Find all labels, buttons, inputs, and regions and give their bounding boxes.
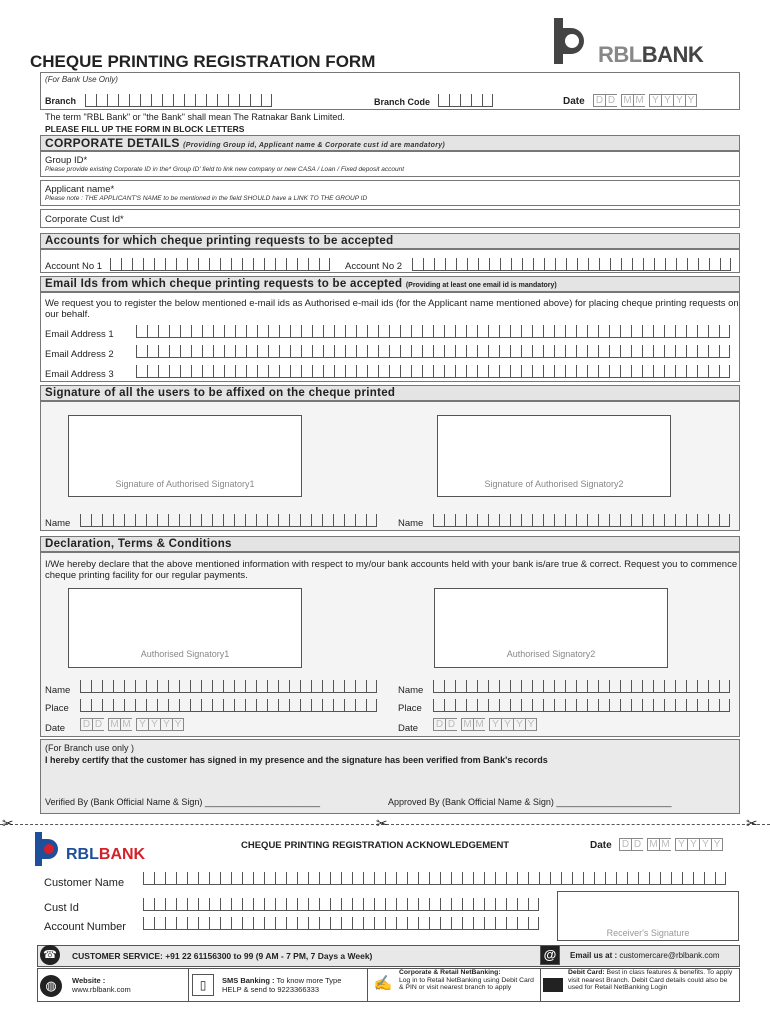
decl-name-1-field[interactable] [80, 680, 377, 693]
page-title: CHEQUE PRINTING REGISTRATION FORM [30, 52, 376, 71]
account-2-label: Account No 2 [345, 261, 403, 272]
decl-name-1-label: Name [45, 685, 71, 696]
decl-place-1-field[interactable] [80, 699, 377, 712]
term-note: The term "RBL Bank" or "the Bank" shall mean The Ratnakar Bank Limited. [45, 112, 345, 122]
account-1-label: Account No 1 [45, 261, 103, 272]
globe-icon: ◍ [40, 975, 62, 997]
account-number-field[interactable] [143, 917, 539, 930]
group-id-row[interactable] [40, 151, 740, 177]
scissors-icon: ✂ [376, 815, 388, 831]
email-3-label: Email Address 3 [45, 369, 114, 380]
ack-date-label: Date [590, 840, 612, 851]
phone-icon: ☎ [40, 945, 60, 965]
cust-id-ack-field[interactable] [143, 898, 539, 911]
email-2-label: Email Address 2 [45, 349, 114, 360]
branch-certify: I hereby certify that the customer has signed in my presence and the signature has been verified from Bank's records [45, 755, 548, 765]
declaration-text: I/We hereby declare that the above mentioned information with respect to my/our bank accounts held with your bank is/are true & correct. Request you to commence cheque printing facility for our regular payments. [45, 559, 738, 581]
sig-name-2-field[interactable] [433, 514, 730, 527]
debit-card-info: Debit Card: Best in class features & benefits. To apply visit nearest Branch. Debit Card details could also be used for Retail NetBanking Login [568, 969, 733, 991]
decl-place-2-label: Place [398, 703, 422, 714]
account-1-field[interactable] [110, 258, 330, 271]
sig-name-1-label: Name [45, 518, 71, 529]
branch-code-field[interactable] [438, 94, 493, 107]
branch-label: Branch [45, 96, 77, 106]
decl-name-2-field[interactable] [433, 680, 730, 693]
account-2-field[interactable] [412, 258, 731, 271]
sig-name-1-field[interactable] [80, 514, 377, 527]
decl-date-2-label: Date [398, 723, 419, 734]
netbanking-info: Corporate & Retail NetBanking: Log in to Retail NetBanking using Debit Card & PIN or visit nearest branch to apply [399, 969, 534, 991]
auth-sign-caption-1: Authorised Signatory1 [140, 649, 230, 659]
block-letters-note: PLEASE FILL UP THE FORM IN BLOCK LETTERS [45, 124, 245, 134]
corporate-heading: CORPORATE DETAILS (Providing Group id, Applicant name & Corporate cust id are mandatory) [40, 135, 740, 151]
decl-date-1-label: Date [45, 723, 66, 734]
customer-name-field[interactable] [143, 872, 726, 885]
applicant-name-row[interactable] [40, 180, 740, 206]
rbl-ack-logo-text: RBLBANK [66, 846, 146, 863]
rbl-ack-logo-mark [34, 832, 64, 866]
decl-date-1-field[interactable]: D D M M Y Y Y Y [80, 718, 184, 731]
date-label: Date [563, 96, 585, 107]
website-link[interactable]: www.rblbank.com [72, 985, 131, 994]
signature-caption-1: Signature of Authorised Signatory1 [115, 479, 255, 489]
rbl-logo-text: RBLBANK [598, 42, 704, 67]
debit-card-icon [543, 978, 563, 992]
branch-use-note: (For Branch use only ) [45, 743, 135, 753]
scissors-icon: ✂ [746, 815, 758, 831]
email-1-field[interactable] [136, 325, 730, 338]
rbl-logo-mark [552, 18, 592, 64]
email-icon: @ [540, 945, 560, 965]
email-1-label: Email Address 1 [45, 329, 114, 340]
customer-name-label: Customer Name [44, 877, 125, 889]
email-info: Email us at : customercare@rblbank.com [570, 951, 720, 960]
declaration-heading: Declaration, Terms & Conditions [40, 536, 740, 552]
email-3-field[interactable] [136, 365, 730, 378]
group-id-label: Group ID* [45, 155, 88, 166]
decl-place-2-field[interactable] [433, 699, 730, 712]
emails-request: We request you to register the below mentioned e-mail ids as Authorised e-mail ids (for the Applicant name mentioned above) for placing cheque printing requests on our behalf. [45, 298, 739, 320]
account-number-label: Account Number [44, 921, 126, 933]
date-field[interactable]: D D M M Y Y Y Y [593, 94, 697, 107]
website-info: Website : www.rblbank.com [72, 976, 131, 994]
group-id-note: Please provide existing Corporate ID in the* Group ID' field to link new company or new CASA / Loan / Fixed deposit account [45, 166, 405, 173]
signature-caption-2: Signature of Authorised Signatory2 [484, 479, 624, 489]
email-link[interactable]: customercare@rblbank.com [619, 951, 720, 960]
bank-use-note: (For Bank Use Only) [45, 75, 118, 84]
decl-date-2-field[interactable]: D D M M Y Y Y Y [433, 718, 537, 731]
ack-date-field[interactable]: D D M M Y Y Y Y [619, 838, 723, 851]
cust-id-ack-label: Cust Id [44, 902, 79, 914]
ack-title: CHEQUE PRINTING REGISTRATION ACKNOWLEDGEMENT [241, 840, 510, 851]
customer-service: CUSTOMER SERVICE: +91 22 61156300 to 99 (9 AM - 7 PM, 7 Days a Week) [72, 951, 373, 961]
verified-by[interactable]: Verified By (Bank Official Name & Sign) _______________________ [45, 797, 321, 807]
branch-code-label: Branch Code [374, 97, 431, 107]
approved-by[interactable]: Approved By (Bank Official Name & Sign) _______________________ [388, 797, 672, 807]
receiver-signature-caption: Receiver's Signature [606, 928, 690, 938]
cust-id-row[interactable] [40, 209, 740, 228]
applicant-name-label: Applicant name* [45, 184, 115, 195]
email-2-field[interactable] [136, 345, 730, 358]
sms-phone-icon: ▯ [192, 974, 214, 996]
cust-id-label: Corporate Cust Id* [45, 214, 124, 225]
signatures-heading: Signature of all the users to be affixed on the cheque printed [40, 385, 740, 401]
scissors-icon: ✂ [2, 815, 14, 831]
decl-name-2-label: Name [398, 685, 424, 696]
branch-field[interactable] [85, 94, 272, 107]
netbanking-icon: ✍ [373, 975, 393, 992]
auth-sign-caption-2: Authorised Signatory2 [506, 649, 596, 659]
decl-place-1-label: Place [45, 703, 69, 714]
accounts-heading: Accounts for which cheque printing requests to be accepted [40, 233, 740, 249]
sms-info: SMS Banking : To know more Type HELP & send to 9223366333 [222, 976, 342, 994]
sig-name-2-label: Name [398, 518, 424, 529]
emails-heading: Email Ids from which cheque printing requests to be accepted (Providing at least one email id is mandatory) [40, 276, 740, 292]
applicant-name-note: Please note : THE APPLICANT'S NAME to be mentioned in the field SHOULD have a LINK TO THE GROUP ID [45, 195, 368, 202]
